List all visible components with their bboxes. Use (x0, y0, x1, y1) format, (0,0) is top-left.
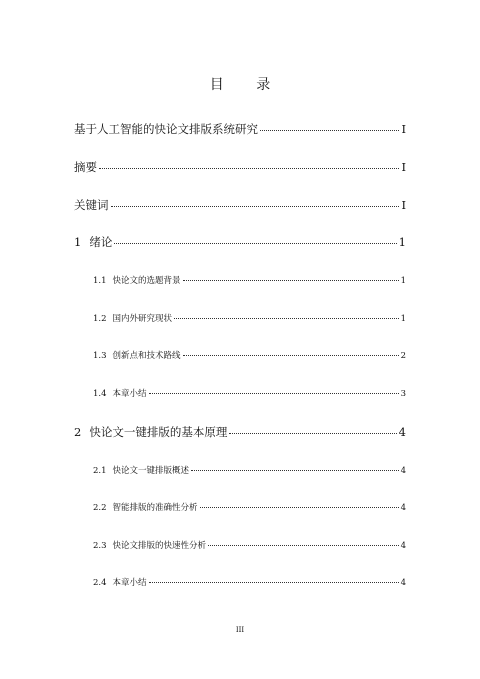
toc-entry-number: 2.3 (93, 541, 107, 551)
toc-entry-number: 1.1 (93, 276, 107, 286)
toc-entry-page: 4 (400, 503, 406, 513)
toc-entry-text: 快论文排版的快速性分析 (112, 541, 207, 551)
toc-dot-leader (149, 393, 399, 394)
toc-entry-number: 1.3 (93, 351, 107, 361)
toc-entry-page: 1 (400, 314, 406, 324)
toc-entry-section-1-4[interactable] (93, 387, 406, 399)
toc-entry-title[interactable] (74, 121, 406, 137)
toc-dot-leader (229, 433, 396, 434)
toc-dot-leader (111, 206, 400, 207)
page-number: III (235, 626, 245, 634)
toc-entry-page: 4 (400, 578, 406, 588)
toc-dot-leader (208, 545, 399, 546)
toc-entry-number: 2 (74, 425, 82, 439)
toc-entry-text: 创新点和技术路线 (112, 351, 181, 361)
toc-entry-text: 摘要 (74, 160, 97, 174)
toc-entry-text: 本章小结 (112, 389, 147, 399)
toc-entry-page: 1 (398, 235, 406, 249)
toc-dot-leader (114, 243, 396, 244)
toc-dot-leader (99, 168, 399, 169)
toc-dot-leader (260, 130, 399, 131)
toc-entry-page: 3 (400, 389, 406, 399)
toc-entry-text: 智能排版的准确性分析 (112, 503, 198, 513)
toc-entry-section-1-1[interactable] (93, 274, 406, 286)
toc-entry-section-1-2[interactable] (93, 312, 406, 324)
toc-entry-number: 2.1 (93, 466, 107, 476)
toc-dot-leader (183, 280, 399, 281)
toc-dot-leader (191, 470, 399, 471)
toc-entry-number: 2.2 (93, 503, 107, 513)
toc-entry-text: 快论文的选题背景 (112, 276, 181, 286)
toc-dot-leader (174, 318, 399, 319)
toc-entry-page: I (401, 198, 406, 212)
toc-entry-page: 1 (400, 276, 406, 286)
toc-entry-number: 1 (74, 235, 82, 249)
toc-entry-page: 4 (398, 425, 406, 439)
toc-entry-page: I (401, 160, 406, 174)
toc-dot-leader (149, 582, 399, 583)
toc-entry-page: 4 (400, 541, 406, 551)
toc-entry-section-2-1[interactable] (93, 464, 406, 476)
toc-entry-text: 快论文一键排版的基本原理 (89, 425, 228, 439)
toc-entry-section-1-3[interactable] (93, 349, 406, 361)
toc-entry-abstract[interactable] (74, 159, 406, 175)
toc-entry-section-2-2[interactable] (93, 501, 406, 513)
toc-entry-page: 4 (400, 466, 406, 476)
toc-dot-leader (183, 355, 399, 356)
toc-entry-text: 绪论 (89, 235, 113, 249)
toc-entry-text: 本章小结 (112, 578, 147, 588)
toc-entry-text: 基于人工智能的快论文排版系统研究 (74, 122, 258, 136)
toc-entry-page: I (401, 122, 406, 136)
toc-entry-page: 2 (400, 351, 406, 361)
toc-title: 目 录 (209, 77, 285, 93)
toc-entry-number: 1.4 (93, 389, 107, 399)
toc-entry-text: 国内外研究现状 (112, 314, 173, 324)
toc-entry-chapter-1[interactable] (74, 234, 406, 250)
toc-entry-section-2-3[interactable] (93, 539, 406, 551)
toc-entry-keywords[interactable] (74, 197, 406, 213)
toc-dot-leader (200, 507, 399, 508)
toc-entry-chapter-2[interactable] (74, 424, 406, 440)
toc-entry-number: 2.4 (93, 578, 107, 588)
toc-entry-text: 快论文一键排版概述 (112, 466, 190, 476)
toc-entry-number: 1.2 (93, 314, 107, 324)
toc-entry-text: 关键词 (74, 198, 109, 212)
toc-entry-section-2-4[interactable] (93, 576, 406, 588)
